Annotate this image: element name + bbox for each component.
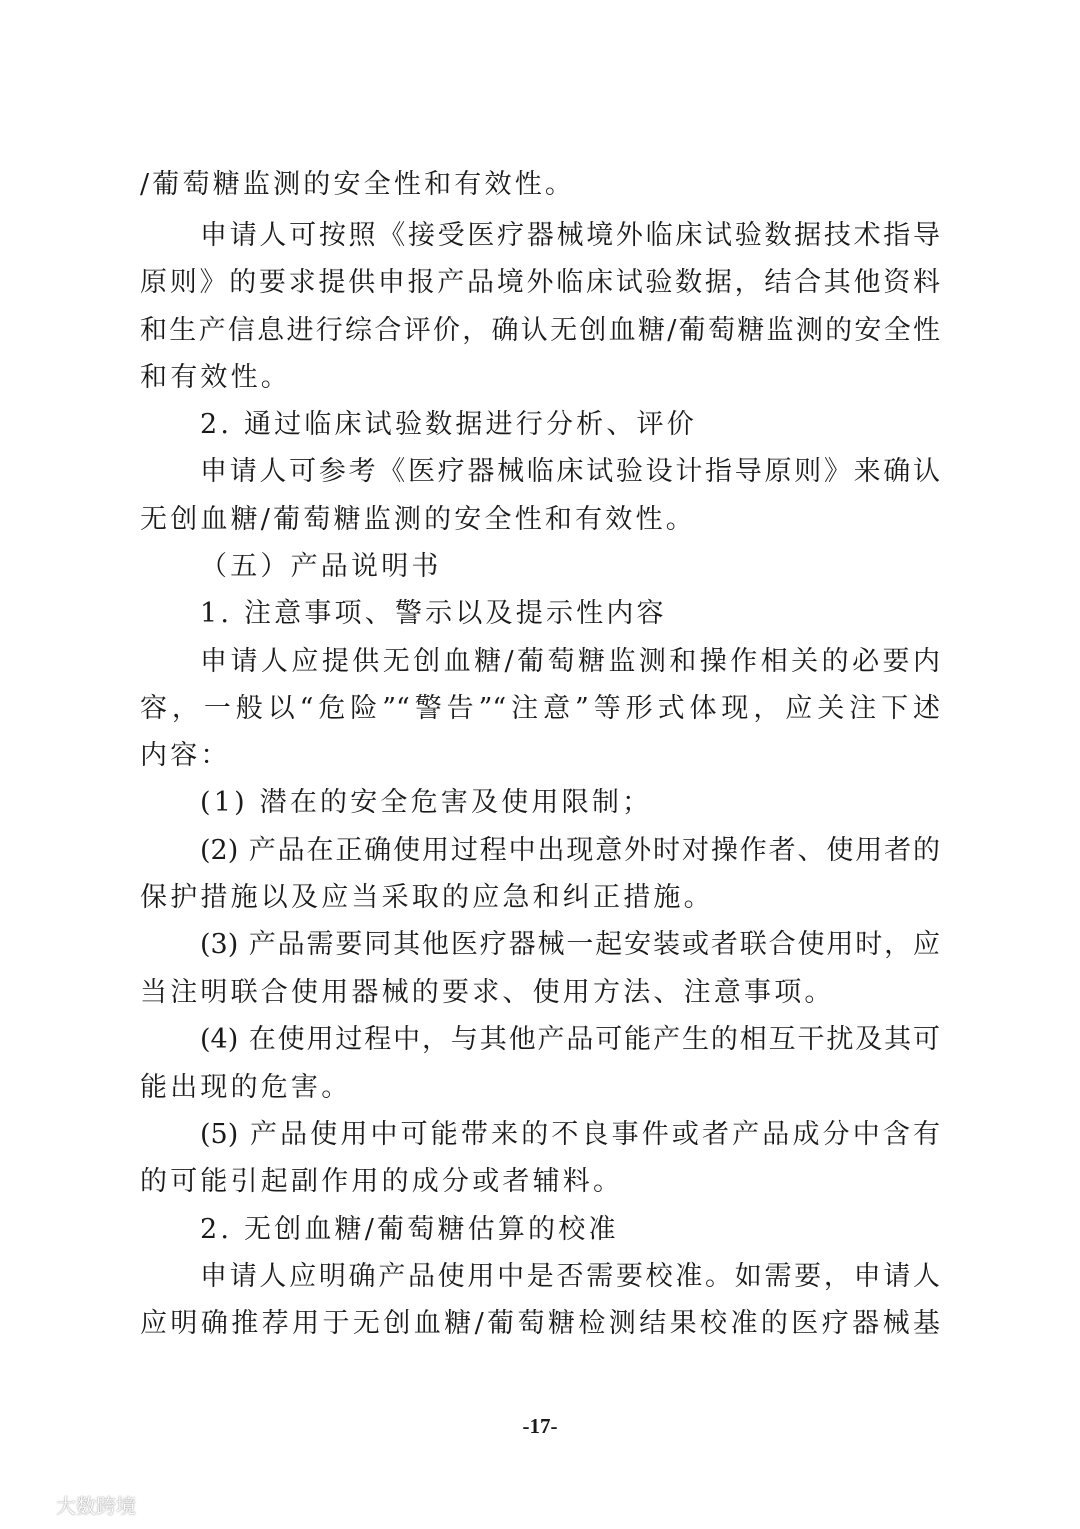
- text-line: 和生产信息进行综合评价，确认无创血糖/葡萄糖监测的安全性: [140, 315, 940, 346]
- text-line: 的可能引起副作用的成分或者辅料。: [140, 1166, 624, 1197]
- text-line: 当注明联合使用器械的要求、使用方法、注意事项。: [140, 977, 835, 1008]
- text-line: 申请人可按照《接受医疗器械境外临床试验数据技术指导: [200, 220, 940, 251]
- watermark-text: 大数跨境: [56, 1494, 136, 1518]
- list-item: (4) 在使用过程中，与其他产品可能产生的相互干扰及其可: [200, 1024, 940, 1055]
- weibo-logo-icon: [12, 1492, 50, 1518]
- text-line: 能出现的危害。: [140, 1072, 352, 1103]
- page-number: -17-: [522, 1414, 558, 1438]
- list-item: (5) 产品使用中可能带来的不良事件或者产品成分中含有: [200, 1119, 940, 1150]
- text-line: 申请人应明确产品使用中是否需要校准。如需要，申请人: [200, 1261, 940, 1292]
- text-line: 申请人应提供无创血糖/葡萄糖监测和操作相关的必要内: [200, 646, 940, 677]
- text-line: 保护措施以及应当采取的应急和纠正措施。: [140, 882, 714, 913]
- heading-line: 2. 通过临床试验数据进行分析、评价: [200, 409, 697, 440]
- text-line: 申请人可参考《医疗器械临床试验设计指导原则》来确认: [200, 456, 940, 487]
- text-line: /葡萄糖监测的安全性和有效性。: [140, 169, 576, 200]
- text-line: 原则》的要求提供申报产品境外临床试验数据，结合其他资料: [140, 267, 940, 298]
- text-line: 无创血糖/葡萄糖监测的安全性和有效性。: [140, 504, 696, 535]
- text-line: 内容：: [140, 740, 231, 771]
- text-line: 应明确推荐用于无创血糖/葡萄糖检测结果校准的医疗器械基: [140, 1308, 940, 1339]
- list-item: (2) 产品在正确使用过程中出现意外时对操作者、使用者的: [200, 835, 940, 866]
- section-heading: （五）产品说明书: [200, 551, 442, 582]
- text-line: 和有效性。: [140, 362, 291, 393]
- heading-line: 1. 注意事项、警示以及提示性内容: [200, 598, 667, 629]
- text-line: 容，一般以“危险”“警告”“注意”等形式体现，应关注下述: [140, 693, 940, 724]
- heading-line: 2. 无创血糖/葡萄糖估算的校准: [200, 1214, 619, 1245]
- list-item: (1) 潜在的安全危害及使用限制；: [200, 787, 653, 818]
- list-item: (3) 产品需要同其他医疗器械一起安装或者联合使用时，应: [200, 929, 940, 960]
- watermark: [12, 1490, 136, 1519]
